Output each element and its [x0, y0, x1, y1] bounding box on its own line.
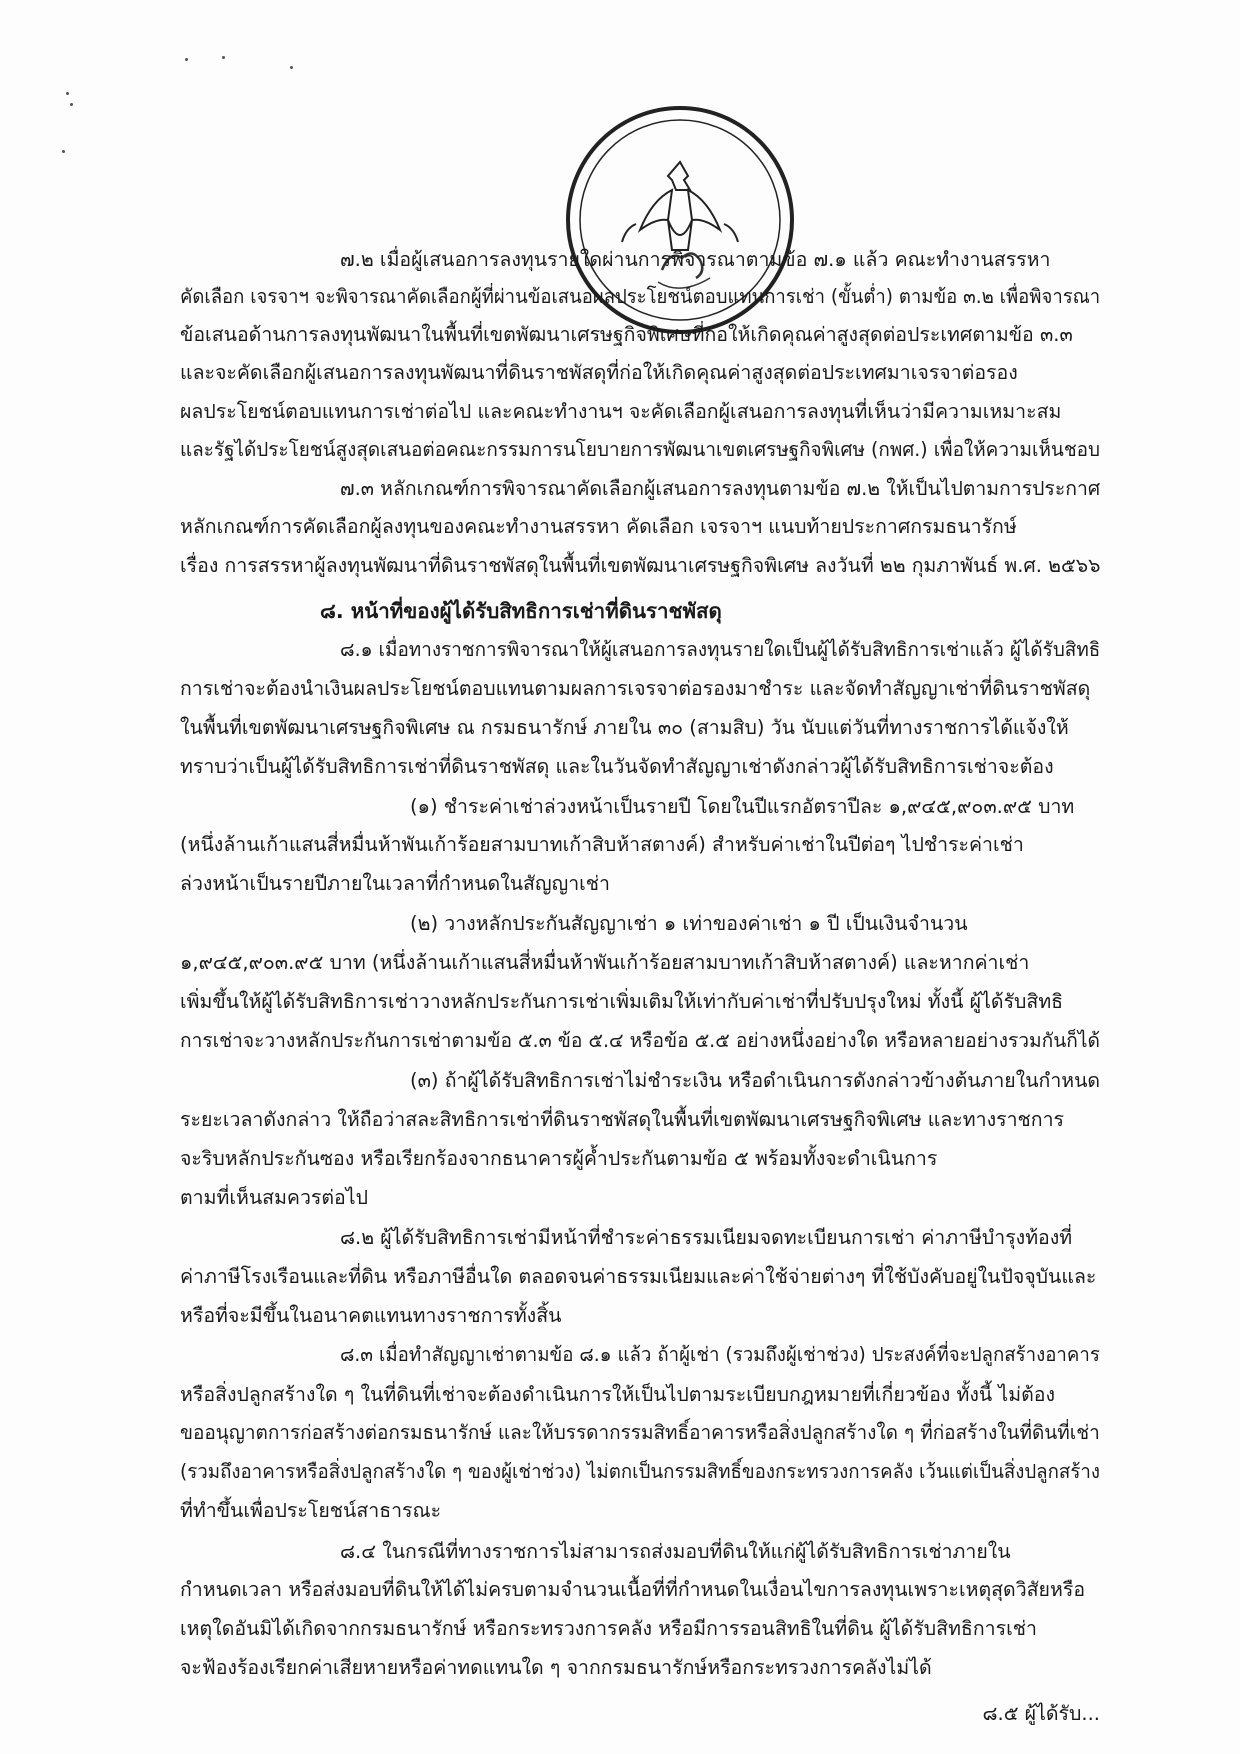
body-text-line: คัดเลือก เจรจาฯ จะพิจารณาคัดเลือกผู้ที่ผ่านข้อเสนอผลประโยชน์ตอบแทนการเช่า (ขั้นต่ำ) ตามข้อ ๓.๒ เพื่อพิจารณา: [180, 285, 1101, 308]
body-text-line: หรือที่จะมีขึ้นในอนาคตแทนทางราชการทั้งสิ้น: [180, 1304, 562, 1327]
body-text-line: (รวมถึงอาคารหรือสิ่งปลูกสร้างใด ๆ ของผู้เช่าช่วง) ไม่ตกเป็นกรรมสิทธิ์ของกระทรวงการคลัง เว้นแต่เป็นสิ่งปลูกสร้าง: [180, 1460, 1100, 1483]
body-text-line: และรัฐได้ประโยชน์สูงสุดเสนอต่อคณะกรรมการนโยบายการพัฒนาเขตเศรษฐกิจพิเศษ (กพศ.) เพื่อให้ความเห็นชอบ: [180, 438, 1101, 461]
body-text-line: เพิ่มขึ้นให้ผู้ได้รับสิทธิการเช่าวางหลักประกันการเช่าเพิ่มเติมให้เท่ากับค่าเช่าที่ปรับปรุงใหม่ ทั้งนี้ ผู้ได้รับสิทธิ: [180, 990, 1064, 1013]
body-text-line: กำหนดเวลา หรือส่งมอบที่ดินให้ได้ไม่ครบตามจำนวนเนื้อที่ที่กำหนดในเงื่อนไขการลงทุนเพราะเหตุสุดวิสัยหรือ: [180, 1578, 1086, 1601]
body-text-line: ๘.๔ ในกรณีที่ทางราชการไม่สามารถส่งมอบที่ดินให้แก่ผู้ได้รับสิทธิการเช่าภายใน: [340, 1540, 1011, 1563]
body-text-line: จะฟ้องร้องเรียกค่าเสียหายหรือค่าทดแทนใด ๆ จากกรมธนารักษ์หรือกระทรวงการคลังไม่ได้: [180, 1656, 932, 1679]
body-text-line: ๘.๒ ผู้ได้รับสิทธิการเช่ามีหน้าที่ชำระค่าธรรมเนียมจดทะเบียนการเช่า ค่าภาษีบำรุงท้องที่: [340, 1226, 1073, 1249]
body-text-line: การเช่าจะวางหลักประกันการเช่าตามข้อ ๕.๓ ข้อ ๕.๔ หรือข้อ ๕.๕ อย่างหนึ่งอย่างใด หรือหลายอย่างรวมกันก็ได้: [180, 1029, 1100, 1052]
body-text-line: ข้อเสนอด้านการลงทุนพัฒนาในพื้นที่เขตพัฒนาเศรษฐกิจพิเศษที่ก่อให้เกิดคุณค่าสูงสุดต่อประเทศตามข้อ ๓.๓: [180, 323, 1073, 346]
body-text-line: (๓) ถ้าผู้ได้รับสิทธิการเช่าไม่ชำระเงิน หรือดำเนินการดังกล่าวข้างต้นภายในกำหนด: [410, 1069, 1101, 1092]
page-continuation-ref: ๘.๕ ผู้ได้รับ...: [982, 1702, 1100, 1725]
body-text-line: (๒) วางหลักประกันสัญญาเช่า ๑ เท่าของค่าเช่า ๑ ปี เป็นเงินจำนวน: [410, 912, 968, 935]
body-text-line: ในพื้นที่เขตพัฒนาเศรษฐกิจพิเศษ ณ กรมธนารักษ์ ภายใน ๓๐ (สามสิบ) วัน นับแต่วันที่ทางราชการได้แจ้งให้: [180, 716, 1069, 739]
body-text-line: ที่ทำขึ้นเพื่อประโยชน์สาธารณะ: [180, 1499, 442, 1522]
section-heading: ๘. หน้าที่ของผู้ได้รับสิทธิการเช่าที่ดินราชพัสดุ: [320, 599, 722, 623]
body-text-line: เหตุใดอันมิได้เกิดจากกรมธนารักษ์ หรือกระทรวงการคลัง หรือมีการรอนสิทธิในที่ดิน ผู้ได้รับสิทธิการเช่า: [180, 1617, 1037, 1640]
body-text-line: การเช่าจะต้องนำเงินผลประโยชน์ตอบแทนตามผลการเจรจาต่อรองมาชำระ และจัดทำสัญญาเช่าที่ดินราชพัสดุ: [180, 677, 1091, 700]
body-text-line: และจะคัดเลือกผู้เสนอการลงทุนพัฒนาที่ดินราชพัสดุที่ก่อให้เกิดคุณค่าสูงสุดต่อประเทศมาเจรจาต่อรอง: [180, 361, 1018, 384]
body-text-line: ค่าภาษีโรงเรือนและที่ดิน หรือภาษีอื่นใด ตลอดจนค่าธรรมเนียมและค่าใช้จ่ายต่างๆ ที่ใช้บังคับอยู่ในปัจจุบันและ: [180, 1265, 1097, 1288]
body-text-line: ๘.๓ เมื่อทำสัญญาเช่าตามข้อ ๘.๑ แล้ว ถ้าผู้เช่า (รวมถึงผู้เช่าช่วง) ประสงค์ที่จะปลูกสร้างอาคาร: [340, 1343, 1100, 1366]
body-text-line: ขออนุญาตการก่อสร้างต่อกรมธนารักษ์ และให้บรรดากรรมสิทธิ์อาคารหรือสิ่งปลูกสร้างใด ๆ ที่ก่อสร้างในที่ดินที่เช่า: [180, 1421, 1100, 1444]
body-text-line: หรือสิ่งปลูกสร้างใด ๆ ในที่ดินที่เช่าจะต้องดำเนินการให้เป็นไปตามระเบียบกฎหมายที่เกี่ยวข้อง ทั้งนี้ ไม่ต้อง: [180, 1383, 1055, 1406]
body-text-line: ตามที่เห็นสมควรต่อไป: [180, 1186, 368, 1209]
body-text-line: (๑) ชำระค่าเช่าล่วงหน้าเป็นรายปี โดยในปีแรกอัตราปีละ ๑,๙๔๕,๙๐๓.๙๕ บาท: [410, 795, 1075, 818]
body-text-line: ทราบว่าเป็นผู้ได้รับสิทธิการเช่าที่ดินราชพัสดุ และในวันจัดทำสัญญาเช่าดังกล่าวผู้ได้รับสิทธิการเช่าจะต้อง: [180, 755, 1054, 778]
body-text-line: จะริบหลักประกันซอง หรือเรียกร้องจากธนาคารผู้ค้ำประกันตามข้อ ๕ พร้อมทั้งจะดำเนินการ: [180, 1147, 938, 1170]
body-text-line: (หนึ่งล้านเก้าแสนสี่หมื่นห้าพันเก้าร้อยสามบาทเก้าสิบห้าสตางค์) สำหรับค่าเช่าในปีต่อๆ ไปชำระค่าเช่า: [180, 833, 1024, 856]
body-text-line: ๘.๑ เมื่อทางราชการพิจารณาให้ผู้เสนอการลงทุนรายใดเป็นผู้ได้รับสิทธิการเช่าแล้ว ผู้ได้รับสิทธิ: [340, 638, 1101, 661]
body-text-line: ๑,๙๔๕,๙๐๓.๙๕ บาท (หนึ่งล้านเก้าแสนสี่หมื่นห้าพันเก้าร้อยสามบาทเก้าสิบห้าสตางค์) และหากค่าเช่า: [180, 951, 1030, 974]
body-text-line: ผลประโยชน์ตอบแทนการเช่าต่อไป และคณะทำงานฯ จะคัดเลือกผู้เสนอการลงทุนที่เห็นว่ามีความเหมาะสม: [180, 400, 1062, 423]
body-text-line: ๗.๒ เมื่อผู้เสนอการลงทุนรายใดผ่านการพิจารณาตามข้อ ๗.๑ แล้ว คณะทำงานสรรหา: [340, 248, 1051, 271]
body-text-line: ล่วงหน้าเป็นรายปีภายในเวลาที่กำหนดในสัญญาเช่า: [180, 872, 610, 895]
body-text-line: เรื่อง การสรรหาผู้ลงทุนพัฒนาที่ดินราชพัสดุในพื้นที่เขตพัฒนาเศรษฐกิจพิเศษ ลงวันที่ ๒๒ กุมภาพันธ์ พ.ศ. ๒๕๖๖: [180, 554, 1101, 577]
body-text-line: ๗.๓ หลักเกณฑ์การพิจารณาคัดเลือกผู้เสนอการลงทุนตามข้อ ๗.๒ ให้เป็นไปตามการประกาศ: [340, 477, 1101, 500]
body-text-line: หลักเกณฑ์การคัดเลือกผู้ลงทุนของคณะทำงานสรรหา คัดเลือก เจรจาฯ แนบท้ายประกาศกรมธนารักษ์: [180, 515, 1017, 538]
body-text-line: ระยะเวลาดังกล่าว ให้ถือว่าสละสิทธิการเช่าที่ดินราชพัสดุในพื้นที่เขตพัฒนาเศรษฐกิจพิเศษ และทางราชการ: [180, 1108, 1064, 1131]
